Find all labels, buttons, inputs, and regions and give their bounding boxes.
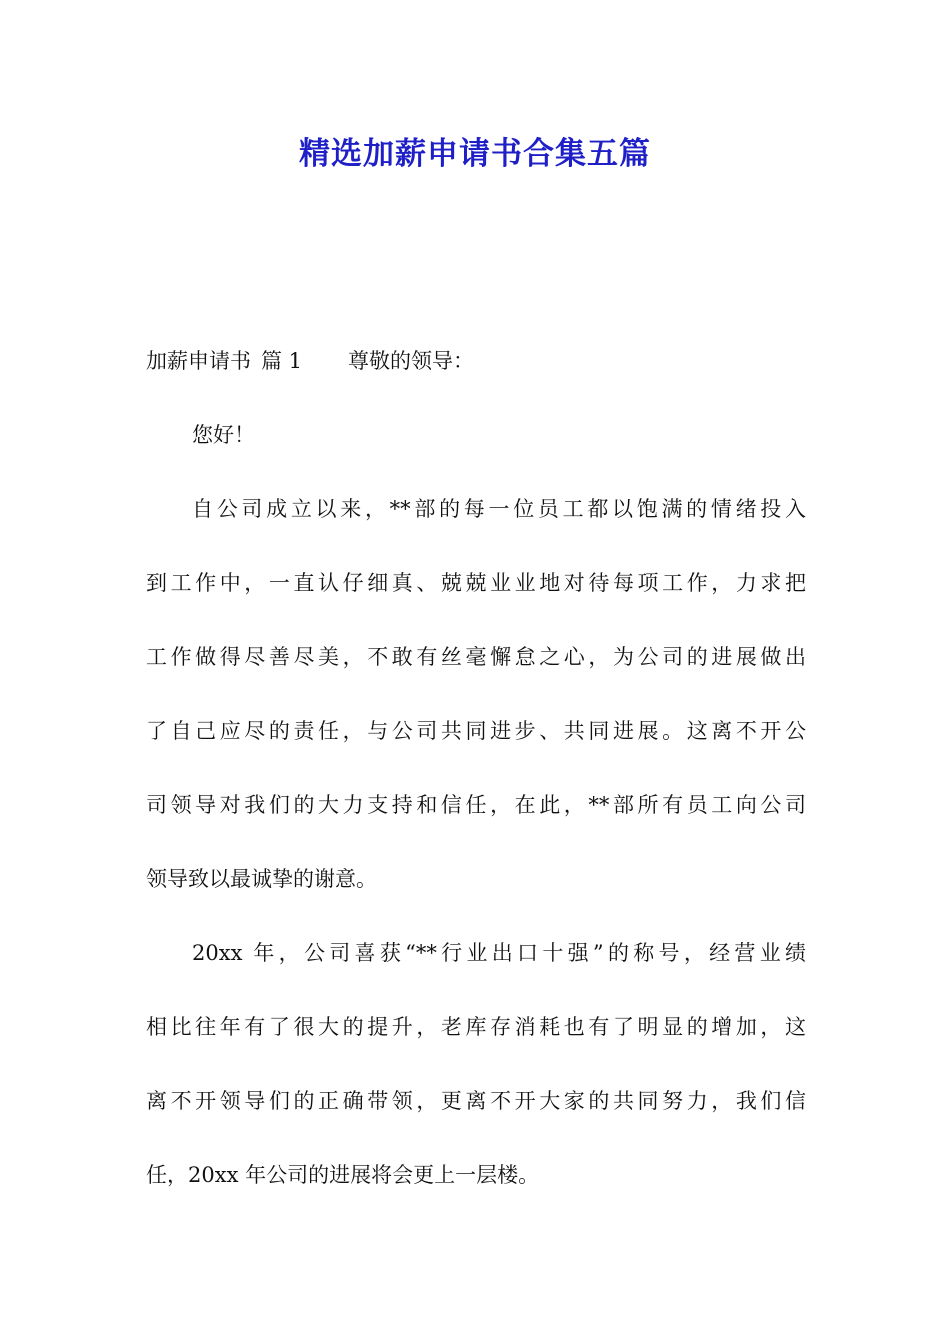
paragraph-line: 领导致以最诚挚的谢意。 <box>146 867 377 891</box>
salutation: 尊敬的领导： <box>348 349 475 373</box>
greeting: 您好！ <box>192 423 255 447</box>
paragraph-line: 20xx 年，公司喜获“**行业出口十强”的称号，经营业绩 <box>192 941 806 965</box>
section-label: 加薪申请书 <box>146 349 251 373</box>
paragraph-line: 到工作中，一直认仔细真、兢兢业业地对待每项工作，力求把 <box>146 571 806 595</box>
paragraph-1 <box>146 472 806 916</box>
part-label: 篇 1 <box>261 349 303 373</box>
heading-line <box>146 324 806 398</box>
document-body <box>146 324 806 1212</box>
paragraph-line: 自公司成立以来，**部的每一位员工都以饱满的情绪投入 <box>192 497 806 521</box>
paragraph-line: 了自己应尽的责任，与公司共同进步、共同进展。这离不开公 <box>146 719 806 743</box>
paragraph-line: 离不开领导们的正确带领，更离不开大家的共同努力，我们信 <box>146 1089 806 1113</box>
paragraph-line: 司领导对我们的大力支持和信任，在此，**部所有员工向公司 <box>146 793 806 817</box>
paragraph-2 <box>146 916 806 1212</box>
paragraph-line: 任，20xx 年公司的进展将会更上一层楼。 <box>146 1163 540 1187</box>
paragraph-line: 工作做得尽善尽美，不敢有丝毫懈怠之心，为公司的进展做出 <box>146 645 806 669</box>
document-title: 精选加薪申请书合集五篇 <box>299 136 651 172</box>
paragraph-line: 相比往年有了很大的提升，老库存消耗也有了明显的增加，这 <box>146 1015 806 1039</box>
